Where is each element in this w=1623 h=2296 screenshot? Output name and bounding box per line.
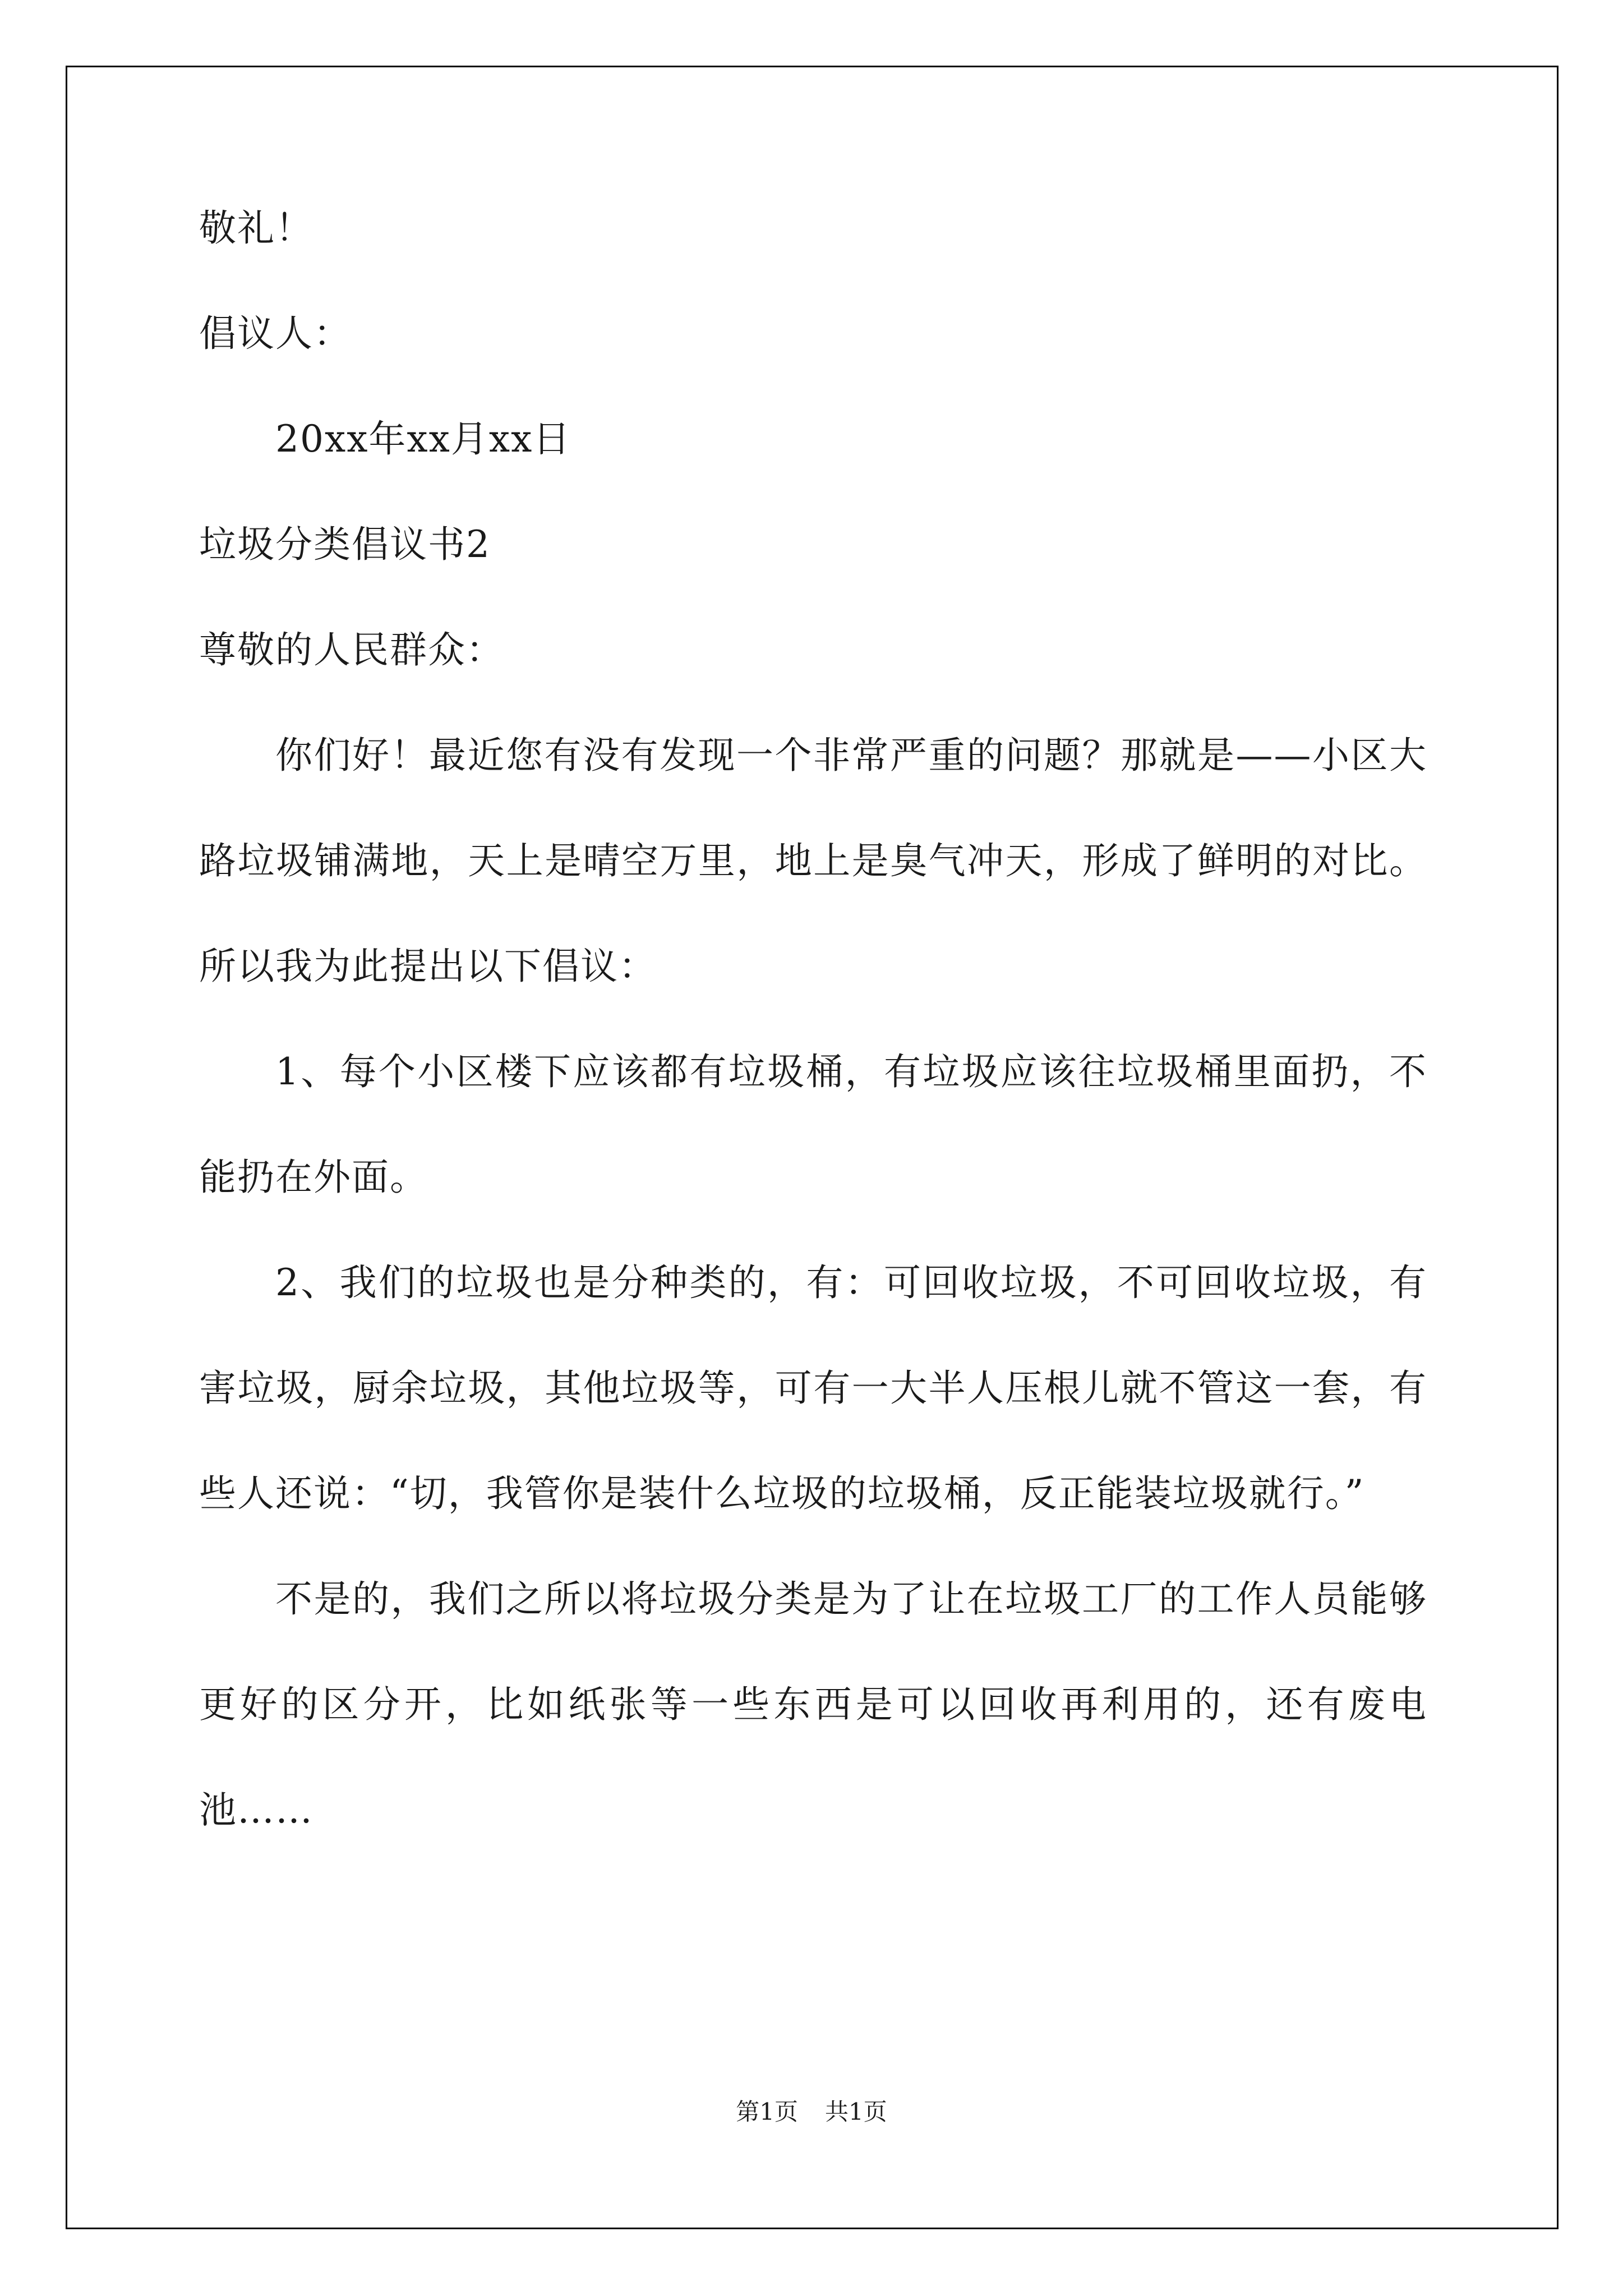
- paragraph: 不是的，我们之所以将垃圾分类是为了让在垃圾工厂的工作人员能够更好的区分开，比如纸张等一些东西是可以回收再利用的，还有废电池……: [199, 1577, 1427, 1832]
- page-number: 第1页: [736, 2098, 798, 2125]
- document-body: [199, 202, 1427, 1863]
- salutation: 尊敬的人民群众：: [199, 628, 504, 671]
- date-line: 20xx年xx月xx日: [275, 417, 571, 461]
- paragraph: 1、每个小区楼下应该都有垃圾桶，有垃圾应该往垃圾桶里面扔，不能扔在外面。: [199, 1050, 1427, 1199]
- proposer-label: 倡议人：: [199, 312, 352, 355]
- document-title: 垃圾分类倡议书2: [199, 523, 491, 566]
- closing-line: 敬礼！: [199, 206, 313, 250]
- page-total: 共1页: [825, 2098, 887, 2125]
- paragraph: 你们好！最近您有没有发现一个非常严重的问题？那就是——小区大路垃圾铺满地，天上是晴空万里，地上是臭气冲天，形成了鲜明的对比。所以我为此提出以下倡议：: [199, 734, 1427, 988]
- paragraph: 2、我们的垃圾也是分种类的，有：可回收垃圾，不可回收垃圾，有害垃圾，厨余垃圾，其他垃圾等，可有一大半人压根儿就不管这一套，有些人还说：“切，我管你是装什么垃圾的垃圾桶，反正能装垃圾就行。”: [199, 1261, 1427, 1515]
- page-footer: [0, 2098, 1623, 2126]
